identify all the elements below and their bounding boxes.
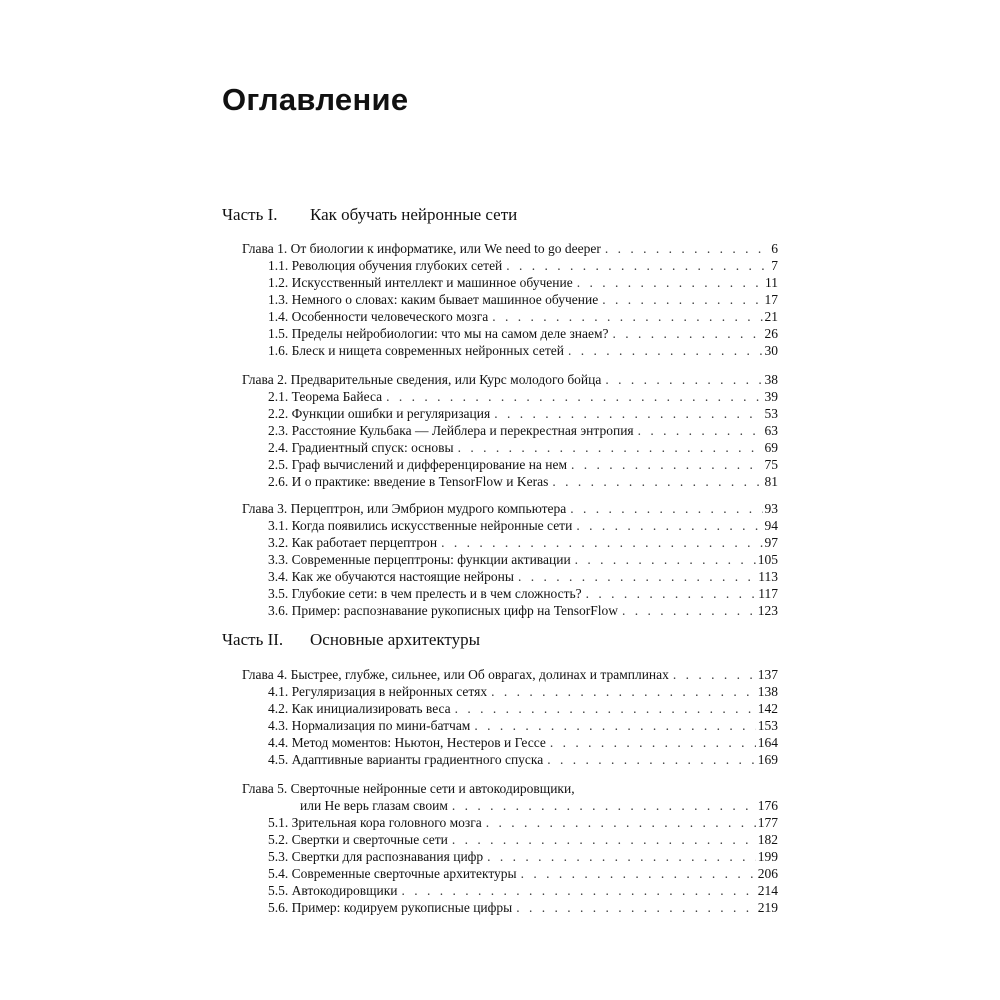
toc-section[interactable]: 1.5. Пределы нейробиологии: что мы на самом деле знаем? . . . 26	[268, 325, 778, 342]
leader-dots	[673, 666, 756, 683]
leader-dots	[455, 700, 756, 717]
leader-dots	[613, 325, 763, 342]
page-number: 105	[757, 552, 778, 567]
page-number: 117	[758, 586, 778, 601]
toc-chapter[interactable]: Глава 4. Быстрее, глубже, сильнее, или Об оврагах, долинах и трамплинах . . . 137	[242, 666, 778, 683]
leader-dots	[576, 517, 762, 534]
part-title: Как обучать нейронные сети	[310, 205, 518, 224]
toc-chapter-line1[interactable]: Глава 5. Сверточные нейронные сети и автокодировщики,	[242, 781, 575, 796]
toc-chapter[interactable]: Глава 3. Перцептрон, или Эмбрион мудрого компьютера . . . 93	[242, 500, 778, 517]
page-number: 93	[764, 501, 778, 516]
page-number: 153	[757, 718, 778, 733]
page-number: 113	[758, 569, 778, 584]
leader-dots	[552, 473, 762, 490]
leader-dots	[491, 683, 756, 700]
part-heading	[222, 205, 517, 225]
leader-dots	[638, 422, 763, 439]
toc-section[interactable]: 4.1. Регуляризация в нейронных сетях . . . 138	[268, 683, 778, 700]
page-number: 6	[771, 241, 778, 256]
leader-dots	[516, 899, 756, 916]
page-number: 206	[757, 866, 778, 881]
toc-section[interactable]: 2.3. Расстояние Кульбака — Лейблера и перекрестная энтропия . . . 63	[268, 422, 778, 439]
toc-section[interactable]: 3.6. Пример: распознавание рукописных цифр на TensorFlow . . . 123	[268, 602, 778, 619]
toc-chapter[interactable]: или Не верь глазам своим . . . 176	[300, 797, 778, 814]
page-title: Оглавление	[222, 82, 409, 117]
leader-dots	[494, 405, 762, 422]
leader-dots	[547, 751, 755, 768]
leader-dots	[575, 551, 756, 568]
page-number: 7	[771, 258, 778, 273]
page-number: 138	[757, 684, 778, 699]
toc-section[interactable]: 5.4. Современные сверточные архитектуры . . . 206	[268, 865, 778, 882]
toc-section[interactable]: 2.1. Теорема Байеса . . . 39	[268, 388, 778, 405]
toc-section[interactable]: 2.2. Функции ошибки и регуляризация . . . 53	[268, 405, 778, 422]
leader-dots	[570, 500, 762, 517]
toc-section[interactable]: 2.5. Граф вычислений и дифференцирование на нем . . . 75	[268, 456, 778, 473]
toc-section[interactable]: 3.2. Как работает перцептрон . . . 97	[268, 534, 778, 551]
page-number: 169	[757, 752, 778, 767]
leader-dots	[452, 797, 756, 814]
page-number: 69	[764, 440, 778, 455]
leader-dots	[568, 342, 763, 359]
page-number: 81	[764, 474, 778, 489]
toc-section[interactable]: 4.3. Нормализация по мини-батчам . . . 153	[268, 717, 778, 734]
page-number: 39	[764, 389, 778, 404]
toc-section[interactable]: 3.4. Как же обучаются настоящие нейроны . . . 113	[268, 568, 778, 585]
toc-section[interactable]: 2.6. И о практике: введение в TensorFlow и Keras . . . 81	[268, 473, 778, 490]
toc-chapter[interactable]: Глава 2. Предварительные сведения, или Курс молодого бойца . . . 38	[242, 371, 778, 388]
toc-section[interactable]: 5.5. Автокодировщики . . . 214	[268, 882, 778, 899]
leader-dots	[605, 240, 769, 257]
page-number: 137	[757, 667, 778, 682]
toc-section[interactable]: 1.4. Особенности человеческого мозга . . . 21	[268, 308, 778, 325]
page-number: 21	[764, 309, 778, 324]
page-number: 142	[757, 701, 778, 716]
page-number: 182	[757, 832, 778, 847]
page-number: 199	[757, 849, 778, 864]
leader-dots	[602, 291, 762, 308]
page-number: 17	[764, 292, 778, 307]
page-number: 94	[764, 518, 778, 533]
toc-section[interactable]: 5.2. Свертки и сверточные сети . . . 182	[268, 831, 778, 848]
page-number: 219	[757, 900, 778, 915]
leader-dots	[441, 534, 762, 551]
leader-dots	[605, 371, 762, 388]
toc-section[interactable]: 3.5. Глубокие сети: в чем прелесть и в чем сложность? . . . 117	[268, 585, 778, 602]
leader-dots	[386, 388, 762, 405]
page-number: 176	[757, 798, 778, 813]
page-number: 177	[757, 815, 778, 830]
toc-section[interactable]: 5.3. Свертки для распознавания цифр . . . 199	[268, 848, 778, 865]
toc-section[interactable]: 3.3. Современные перцептроны: функции активации . . . 105	[268, 551, 778, 568]
page-number: 75	[764, 457, 778, 472]
part-number: Часть II.	[222, 630, 284, 649]
leader-dots	[452, 831, 756, 848]
toc-section[interactable]: 1.2. Искусственный интеллект и машинное обучение . . . 11	[268, 274, 778, 291]
leader-dots	[506, 257, 769, 274]
leader-dots	[402, 882, 756, 899]
page-number: 26	[764, 326, 778, 341]
toc-section[interactable]: 5.1. Зрительная кора головного мозга . . . 177	[268, 814, 778, 831]
leader-dots	[458, 439, 763, 456]
toc-section[interactable]: 4.5. Адаптивные варианты градиентного спуска . . . 169	[268, 751, 778, 768]
page-number: 97	[764, 535, 778, 550]
page-number: 214	[757, 883, 778, 898]
toc-section[interactable]: 5.6. Пример: кодируем рукописные цифры . . . 219	[268, 899, 778, 916]
page-number: 38	[764, 372, 778, 387]
leader-dots	[571, 456, 762, 473]
page-number: 164	[757, 735, 778, 750]
leader-dots	[521, 865, 756, 882]
toc-section[interactable]: 1.1. Революция обучения глубоких сетей . . . 7	[268, 257, 778, 274]
leader-dots	[622, 602, 756, 619]
leader-dots	[577, 274, 763, 291]
toc-section[interactable]: 3.1. Когда появились искусственные нейронные сети . . . 94	[268, 517, 778, 534]
toc-section[interactable]: 1.3. Немного о словах: каким бывает машинное обучение . . . 17	[268, 291, 778, 308]
leader-dots	[474, 717, 755, 734]
leader-dots	[586, 585, 757, 602]
toc-section[interactable]: 4.2. Как инициализировать веса . . . 142	[268, 700, 778, 717]
toc-section[interactable]: 4.4. Метод моментов: Ньютон, Нестеров и Гессе . . . 164	[268, 734, 778, 751]
page-number: 63	[764, 423, 778, 438]
leader-dots	[518, 568, 756, 585]
page-number: 123	[757, 603, 778, 618]
leader-dots	[486, 814, 756, 831]
toc-section[interactable]: 2.4. Градиентный спуск: основы . . . 69	[268, 439, 778, 456]
part-title: Основные архитектуры	[310, 630, 481, 649]
leader-dots	[550, 734, 756, 751]
page-number: 11	[765, 275, 778, 290]
leader-dots	[492, 308, 762, 325]
part-heading	[222, 630, 480, 650]
leader-dots	[487, 848, 756, 865]
toc-section[interactable]: 1.6. Блеск и нищета современных нейронных сетей . . . 30	[268, 342, 778, 359]
toc-chapter[interactable]: Глава 1. От биологии к информатике, или We need to go deeper . . . 6	[242, 240, 778, 257]
part-number: Часть I.	[222, 205, 278, 224]
page-number: 30	[764, 343, 778, 358]
page-number: 53	[764, 406, 778, 421]
